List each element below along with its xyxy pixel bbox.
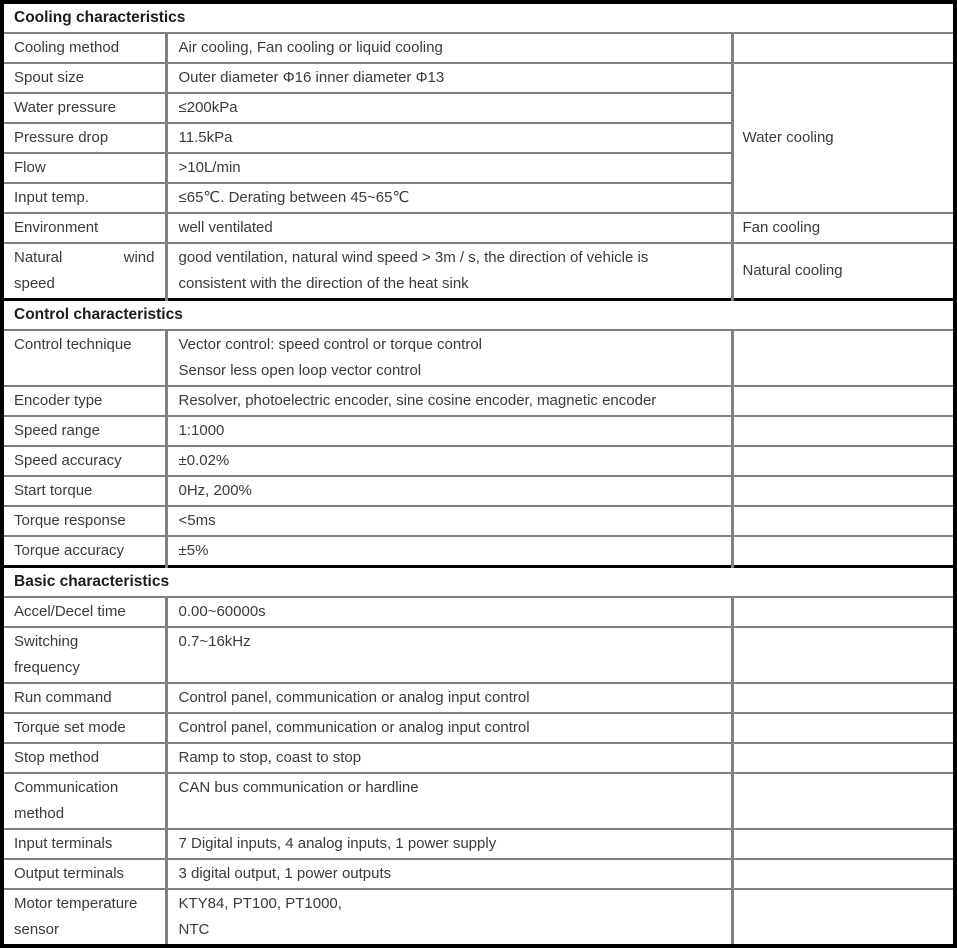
value-line: Control panel, communication or analog input control xyxy=(178,689,530,706)
row-label: Start torque xyxy=(2,476,166,506)
table-row xyxy=(2,859,955,889)
label-line: Switching xyxy=(14,633,79,650)
row-value xyxy=(166,446,732,476)
row-label: Torque accuracy xyxy=(2,536,166,567)
row-value xyxy=(166,33,732,63)
row-note xyxy=(732,889,955,946)
label-word: Natural xyxy=(14,249,63,266)
row-value xyxy=(166,93,732,123)
row-value xyxy=(166,386,732,416)
row-note: Natural cooling xyxy=(732,243,955,300)
row-note xyxy=(732,33,955,63)
row-note xyxy=(732,773,955,829)
table-row xyxy=(2,889,955,946)
value-line: CAN bus communication or hardline xyxy=(178,779,419,796)
row-value xyxy=(166,243,732,300)
row-note xyxy=(732,597,955,627)
value-line: Vector control: speed control or torque control xyxy=(178,336,483,353)
row-note xyxy=(732,506,955,536)
section-header-row xyxy=(2,300,955,331)
table-row xyxy=(2,330,955,386)
row-value xyxy=(166,476,732,506)
row-value xyxy=(166,859,732,889)
row-note xyxy=(732,536,955,567)
value-line: ≤65℃. Derating between 45~65℃ xyxy=(178,189,410,206)
row-value xyxy=(166,597,732,627)
value-line: 0.00~60000s xyxy=(178,603,266,620)
table-row xyxy=(2,446,955,476)
table-row xyxy=(2,713,955,743)
row-label: Output terminals xyxy=(2,859,166,889)
row-value xyxy=(166,713,732,743)
value-line: Control panel, communication or analog input control xyxy=(178,719,530,736)
value-line: NTC xyxy=(178,921,210,938)
row-note xyxy=(732,627,955,683)
row-value xyxy=(166,683,732,713)
row-label xyxy=(2,627,166,683)
value-line: 7 Digital inputs, 4 analog inputs, 1 power supply xyxy=(178,835,497,852)
row-value xyxy=(166,536,732,567)
value-line: Outer diameter Φ16 inner diameter Φ13 xyxy=(178,69,445,86)
row-label: Accel/Decel time xyxy=(2,597,166,627)
row-label: Speed accuracy xyxy=(2,446,166,476)
label-line: frequency xyxy=(14,659,80,676)
row-value xyxy=(166,829,732,859)
table-row xyxy=(2,416,955,446)
label-word: wind xyxy=(123,249,155,266)
section-title: Control characteristics xyxy=(2,300,955,331)
row-note xyxy=(732,416,955,446)
label-line: method xyxy=(14,805,65,822)
row-label xyxy=(2,243,166,300)
row-value xyxy=(166,773,732,829)
value-line: 0Hz, 200% xyxy=(178,482,252,499)
section-title: Basic characteristics xyxy=(2,567,955,598)
row-note xyxy=(732,386,955,416)
row-note xyxy=(732,829,955,859)
value-line: good ventilation, natural wind speed > 3m / s, the direction of vehicle is xyxy=(178,249,649,266)
row-note xyxy=(732,330,955,386)
table-row xyxy=(2,213,955,243)
row-value xyxy=(166,889,732,946)
row-note xyxy=(732,713,955,743)
section-title: Cooling characteristics xyxy=(2,2,955,33)
table-row xyxy=(2,683,955,713)
label-line: speed xyxy=(14,275,55,292)
row-value xyxy=(166,627,732,683)
label-line: Motor temperature xyxy=(14,895,138,912)
row-value xyxy=(166,153,732,183)
table-row xyxy=(2,627,955,683)
table-row xyxy=(2,536,955,567)
value-line: Air cooling, Fan cooling or liquid cooling xyxy=(178,39,443,56)
value-line: <5ms xyxy=(178,512,216,529)
row-note xyxy=(732,743,955,773)
table-row xyxy=(2,476,955,506)
value-line: 0.7~16kHz xyxy=(178,633,251,650)
row-label: Torque response xyxy=(2,506,166,536)
row-note: Fan cooling xyxy=(732,213,955,243)
label-line xyxy=(14,245,155,271)
row-label: Pressure drop xyxy=(2,123,166,153)
row-label: Stop method xyxy=(2,743,166,773)
table-row xyxy=(2,33,955,63)
row-value xyxy=(166,213,732,243)
row-label: Input terminals xyxy=(2,829,166,859)
value-line: well ventilated xyxy=(178,219,273,236)
row-label: Encoder type xyxy=(2,386,166,416)
row-label: Spout size xyxy=(2,63,166,93)
row-label: Torque set mode xyxy=(2,713,166,743)
row-note xyxy=(732,683,955,713)
row-value xyxy=(166,416,732,446)
row-label: Flow xyxy=(2,153,166,183)
value-line: ≤200kPa xyxy=(178,99,238,116)
row-label: Environment xyxy=(2,213,166,243)
table-row xyxy=(2,506,955,536)
row-label: Control technique xyxy=(2,330,166,386)
label-line: sensor xyxy=(14,921,60,938)
row-label: Cooling method xyxy=(2,33,166,63)
row-note: Water cooling xyxy=(732,63,955,213)
row-label xyxy=(2,773,166,829)
row-note xyxy=(732,859,955,889)
row-label: Water pressure xyxy=(2,93,166,123)
row-note xyxy=(732,476,955,506)
spec-table-body xyxy=(2,2,955,946)
row-value xyxy=(166,63,732,93)
row-value xyxy=(166,330,732,386)
section-header-row xyxy=(2,567,955,598)
row-label: Run command xyxy=(2,683,166,713)
value-line: 3 digital output, 1 power outputs xyxy=(178,865,392,882)
value-line: consistent with the direction of the heat sink xyxy=(178,275,469,292)
table-row xyxy=(2,243,955,300)
row-label xyxy=(2,889,166,946)
table-row xyxy=(2,597,955,627)
value-line: Resolver, photoelectric encoder, sine cosine encoder, magnetic encoder xyxy=(178,392,657,409)
value-line: >10L/min xyxy=(178,159,241,176)
value-line: Ramp to stop, coast to stop xyxy=(178,749,362,766)
row-value xyxy=(166,743,732,773)
row-value xyxy=(166,183,732,213)
row-label: Input temp. xyxy=(2,183,166,213)
value-line: 1:1000 xyxy=(178,422,225,439)
value-line: ±0.02% xyxy=(178,452,230,469)
value-line: KTY84, PT100, PT1000, xyxy=(178,895,342,912)
label-line: Communication xyxy=(14,779,119,796)
table-row xyxy=(2,386,955,416)
row-note xyxy=(732,446,955,476)
value-line: 11.5kPa xyxy=(178,129,233,146)
row-value xyxy=(166,123,732,153)
table-row xyxy=(2,829,955,859)
value-line: ±5% xyxy=(178,542,209,559)
table-row xyxy=(2,63,955,93)
section-header-row xyxy=(2,2,955,33)
row-label: Speed range xyxy=(2,416,166,446)
table-row xyxy=(2,743,955,773)
row-value xyxy=(166,506,732,536)
table-row xyxy=(2,773,955,829)
value-line: Sensor less open loop vector control xyxy=(178,362,422,379)
